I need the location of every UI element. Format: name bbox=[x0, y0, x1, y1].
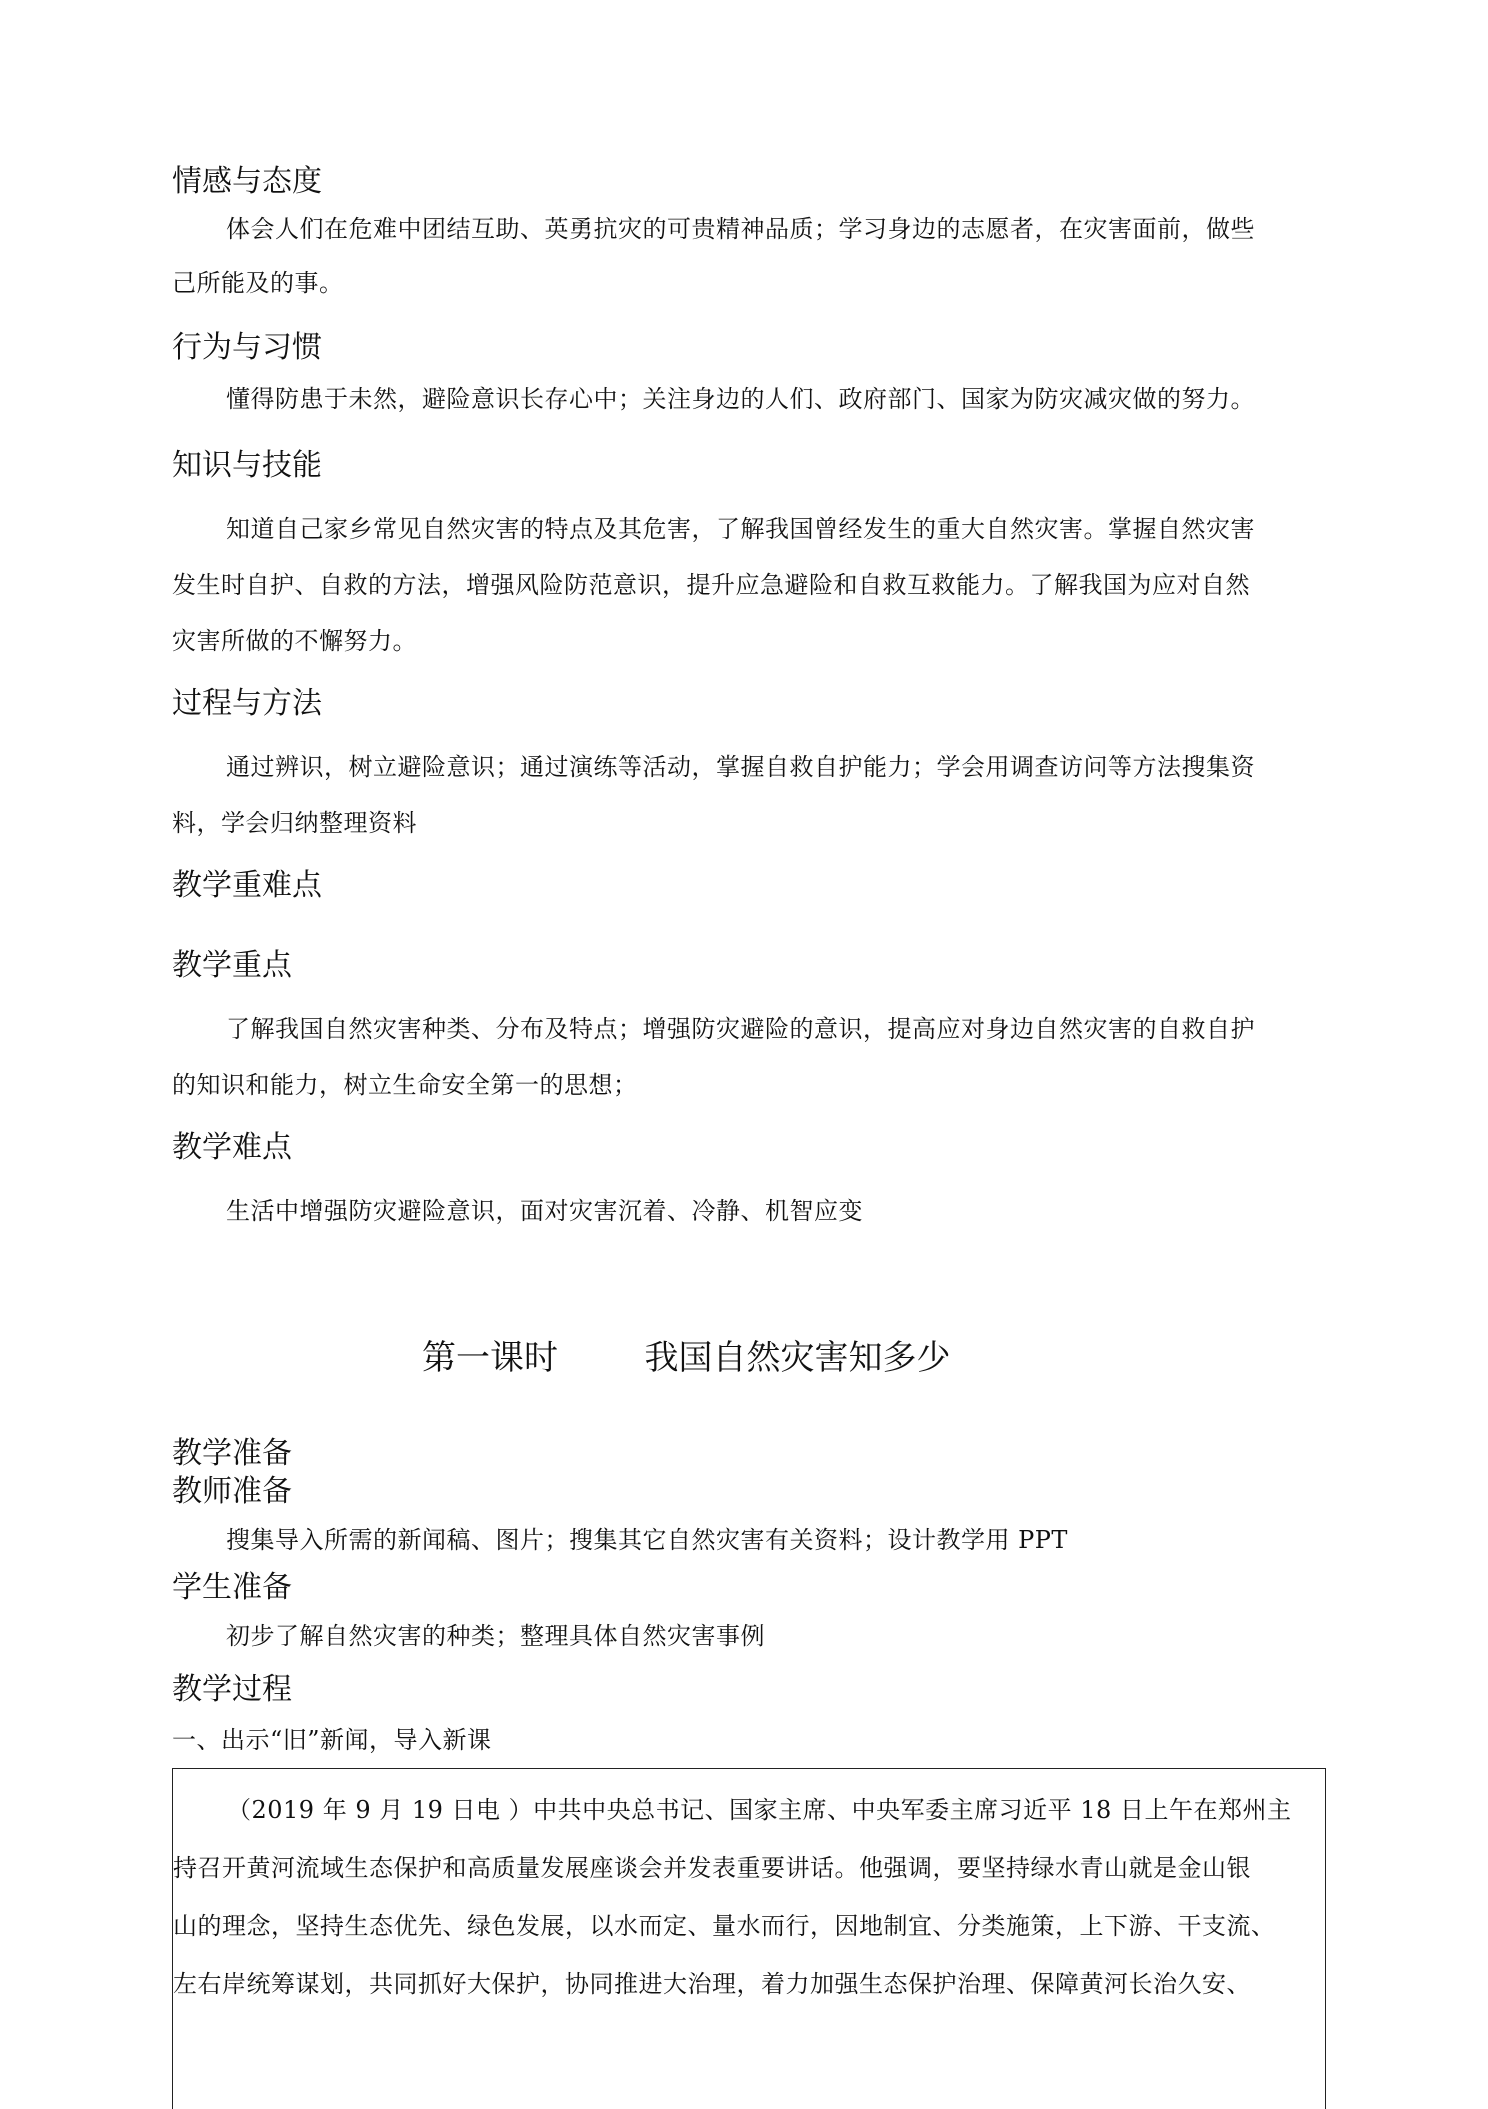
step-one-text: 一、出示“旧”新闻，导入新课 bbox=[172, 1726, 492, 1754]
paragraph-line: 懂得防患于未然，避险意识长存心中；关注身边的人们、政府部门、国家为防灾减灾做的努力。 bbox=[226, 385, 1255, 413]
heading-student-prep: 学生准备 bbox=[172, 1570, 292, 1605]
teacher-prep-text: 搜集导入所需的新闻稿、图片；搜集其它自然灾害有关资料；设计教学用 PPT bbox=[226, 1526, 1068, 1554]
heading-prep: 教学准备 bbox=[172, 1436, 292, 1471]
student-prep-text: 初步了解自然灾害的种类；整理具体自然灾害事例 bbox=[226, 1622, 765, 1650]
paragraph-line: 通过辨识，树立避险意识；通过演练等活动，掌握自救自护能力；学会用调查访问等方法搜集资 bbox=[226, 753, 1255, 781]
heading-nandian: 教学难点 bbox=[172, 1130, 292, 1165]
paragraph-line: 己所能及的事。 bbox=[172, 269, 344, 297]
news-box bbox=[172, 1768, 1326, 2109]
heading-zhongdian: 教学重点 bbox=[172, 948, 292, 983]
paragraph-line: 发生时自护、自救的方法，增强风险防范意识，提升应急避险和自救互救能力。了解我国为应对自然 bbox=[172, 571, 1250, 599]
paragraph-line: 知道自己家乡常见自然灾害的特点及其危害，了解我国曾经发生的重大自然灾害。掌握自然灾害 bbox=[226, 515, 1255, 543]
news-line: 山的理念，坚持生态优先、绿色发展，以水而定、量水而行，因地制宜、分类施策，上下游、干支流、 bbox=[173, 1912, 1276, 1940]
heading-zhishi: 知识与技能 bbox=[172, 448, 322, 483]
news-line: （2019 年 9 月 19 日电 ）中共中央总书记、国家主席、中央军委主席习近平 18 日上午在郑州主 bbox=[227, 1796, 1292, 1824]
lesson-title: 第一课时 我国自然灾害知多少 bbox=[422, 1338, 951, 1378]
paragraph-line: 体会人们在危难中团结互助、英勇抗灾的可贵精神品质；学习身边的志愿者，在灾害面前，做些 bbox=[226, 215, 1255, 243]
paragraph-line: 了解我国自然灾害种类、分布及特点；增强防灾避险的意识，提高应对身边自然灾害的自救自护 bbox=[226, 1015, 1255, 1043]
heading-zhongnan: 教学重难点 bbox=[172, 868, 322, 903]
heading-process: 教学过程 bbox=[172, 1672, 292, 1707]
news-line: 持召开黄河流域生态保护和高质量发展座谈会并发表重要讲话。他强调，要坚持绿水青山就是金山银 bbox=[173, 1854, 1251, 1882]
news-line: 左右岸统筹谋划，共同抓好大保护，协同推进大治理，着力加强生态保护治理、保障黄河长治久安、 bbox=[173, 1970, 1251, 1998]
heading-xingwei: 行为与习惯 bbox=[172, 330, 322, 365]
paragraph-line: 生活中增强防灾避险意识，面对灾害沉着、冷静、机智应变 bbox=[226, 1197, 863, 1225]
paragraph-line: 灾害所做的不懈努力。 bbox=[172, 627, 417, 655]
paragraph-line: 的知识和能力，树立生命安全第一的思想； bbox=[172, 1071, 638, 1099]
paragraph-line: 料，学会归纳整理资料 bbox=[172, 809, 417, 837]
heading-qinggan: 情感与态度 bbox=[172, 164, 322, 199]
heading-guocheng: 过程与方法 bbox=[172, 686, 322, 721]
heading-teacher-prep: 教师准备 bbox=[172, 1474, 292, 1509]
